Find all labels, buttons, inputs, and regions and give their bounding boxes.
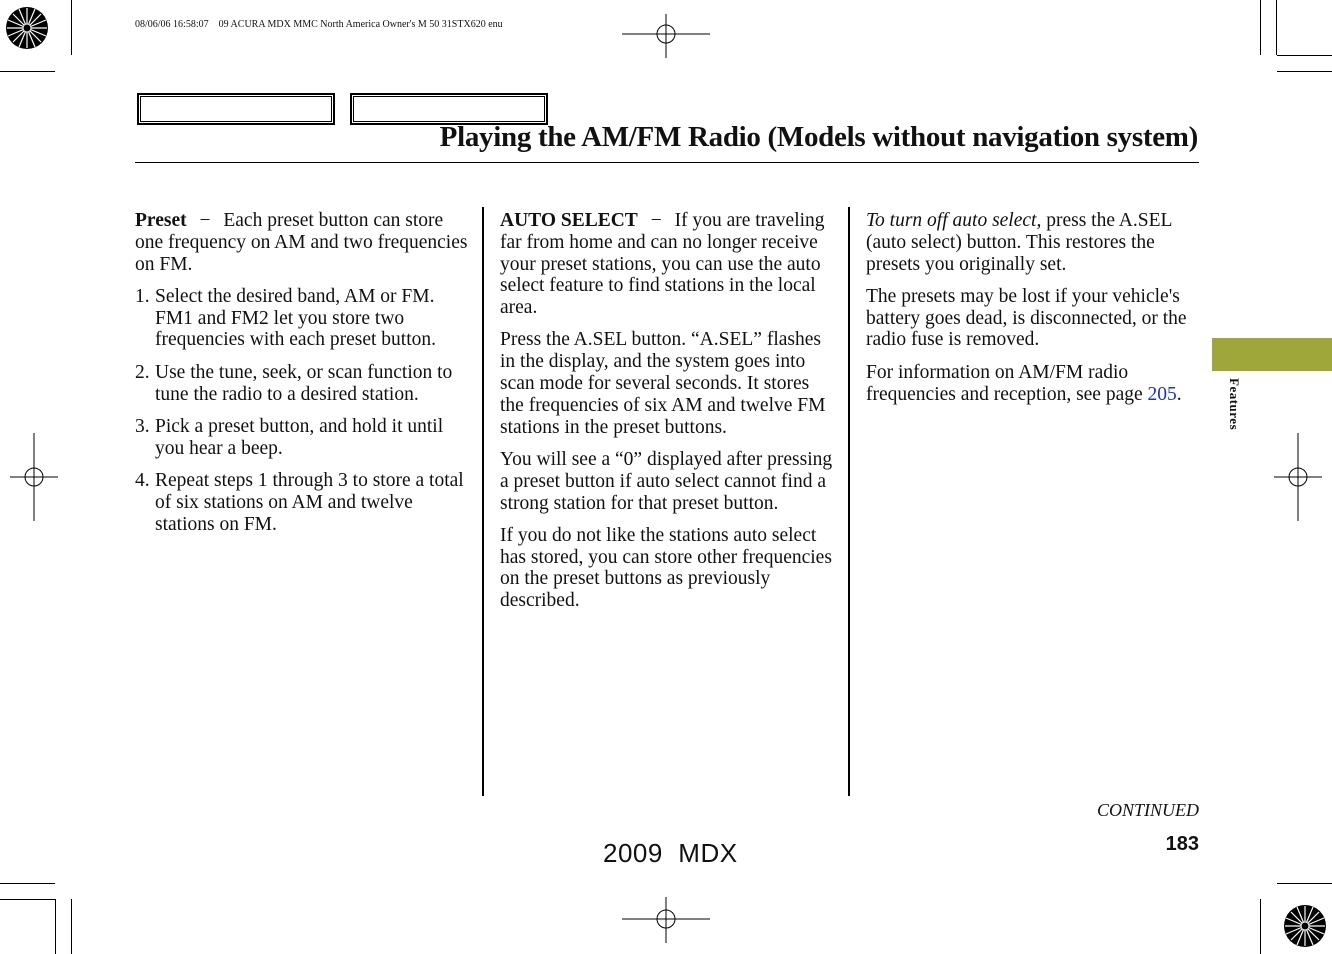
paragraph: You will see a “0” displayed after pressing a preset button if auto select cannot find a strong station for that preset button. xyxy=(500,448,833,514)
step-text: Pick a preset button, and hold it until you hear a beep. xyxy=(155,415,444,459)
paragraph xyxy=(866,210,1201,275)
step-number: 2. xyxy=(135,361,150,383)
list-item xyxy=(135,416,470,460)
preset-steps-list xyxy=(135,286,470,535)
step-number: 1. xyxy=(135,285,150,307)
preset-paragraph xyxy=(135,210,470,275)
auto-select-intro: If you are traveling far from home and can no longer receive your preset stations, you can use the auto select feature to find stations in the local area. xyxy=(500,210,825,319)
italic-lead: To turn off auto select, xyxy=(866,210,1042,231)
crosshair-icon xyxy=(622,14,710,58)
em-dash: − xyxy=(650,210,662,231)
section-label: Features xyxy=(1227,378,1242,431)
continued-label: CONTINUED xyxy=(1096,800,1199,820)
registration-target-icon xyxy=(1278,896,1332,954)
list-item xyxy=(135,470,470,535)
column-preset xyxy=(135,210,470,546)
paragraph: The presets may be lost if your vehicle's battery goes dead, is disconnected, or the radio fuse is removed. xyxy=(866,285,1187,351)
paragraph-text: . xyxy=(1176,383,1182,405)
step-number: 4. xyxy=(135,469,150,491)
em-dash: − xyxy=(199,210,211,231)
crosshair-icon xyxy=(622,897,710,943)
auto-select-paragraph xyxy=(500,210,836,319)
column-divider xyxy=(848,207,850,796)
crosshair-icon xyxy=(10,433,58,521)
step-text: Select the desired band, AM or FM. FM1 and FM2 let you store two frequencies with each preset button. xyxy=(155,285,437,351)
list-item xyxy=(135,362,470,406)
preset-text: Each preset button can store one frequency on AM and two frequencies on FM. xyxy=(135,210,468,275)
auto-select-term: AUTO SELECT xyxy=(500,210,638,231)
paragraph: Press the A.SEL button. “A.SEL” flashes in the display, and the system goes into scan mode for several seconds. It stores the frequencies of six AM and twelve FM stations in the preset buttons. xyxy=(500,329,826,438)
list-item xyxy=(135,286,470,351)
print-header: 08/06/06 16:58:07 09 ACURA MDX MMC North America Owner's M 50 31STX620 enu xyxy=(135,19,503,30)
page-link[interactable]: 205 xyxy=(1147,383,1177,405)
step-number: 3. xyxy=(135,415,150,437)
registration-target-icon xyxy=(0,0,60,60)
paragraph-text: press the A.SEL (auto select) button. This restores the presets you originally set. xyxy=(866,210,1172,275)
section-tab xyxy=(1212,338,1332,371)
step-text: Use the tune, seek, or scan function to tune the radio to a desired station. xyxy=(155,361,453,405)
column-turn-off xyxy=(866,210,1201,416)
model-label: 2009 MDX xyxy=(603,838,738,868)
preset-term: Preset xyxy=(135,210,187,231)
title-rule xyxy=(135,162,1199,163)
step-text: Repeat steps 1 through 3 to store a total of six stations on AM and twelve stations on FM. xyxy=(155,469,464,535)
paragraph xyxy=(866,362,1201,406)
header-tab-box-left xyxy=(137,93,335,125)
paragraph: If you do not like the stations auto select has stored, you can store other frequencies on the preset buttons as previously described. xyxy=(500,524,832,612)
column-auto-select xyxy=(500,210,836,623)
crosshair-icon xyxy=(1274,433,1322,521)
page-title: Playing the AM/FM Radio (Models without navigation system) xyxy=(439,121,1198,153)
page-number: 183 xyxy=(1165,833,1199,855)
column-divider xyxy=(482,207,484,796)
paragraph-text: For information on AM/FM radio frequencies and reception, see page xyxy=(866,361,1148,405)
